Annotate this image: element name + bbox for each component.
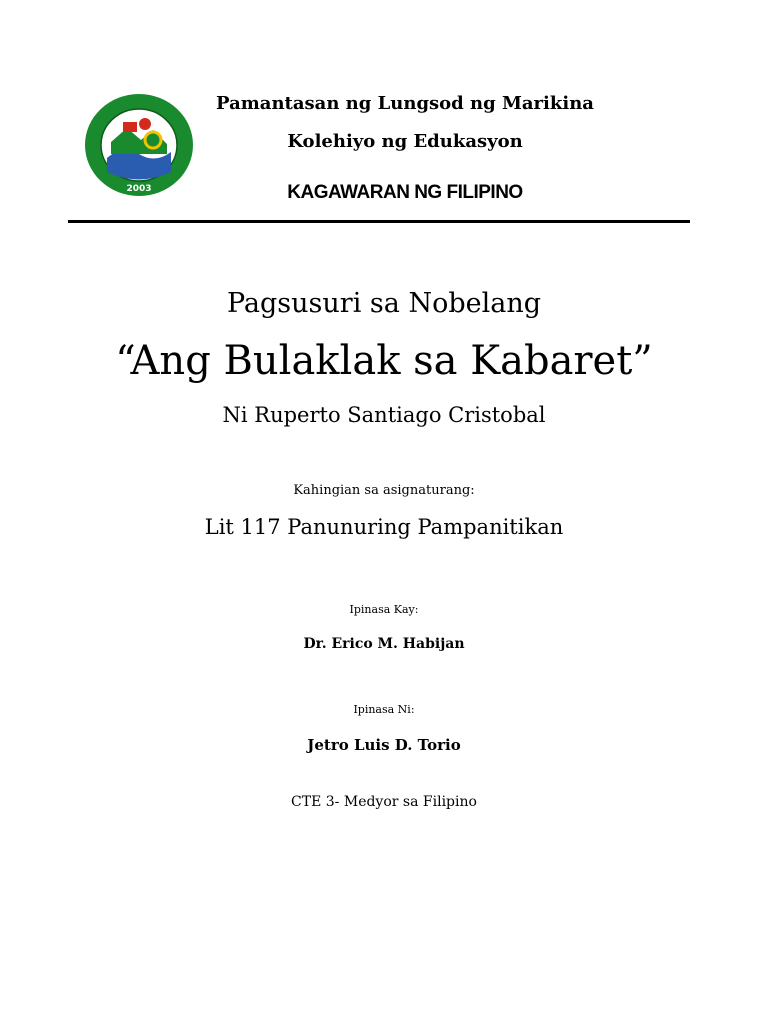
section-line: CTE 3- Medyor sa Filipino (291, 794, 477, 810)
document-header (0, 0, 768, 230)
submitted-by-name: Jetro Luis D. Torio (307, 736, 461, 754)
requirement-label: Kahingian sa asignaturang: (293, 483, 475, 498)
course-name: Lit 117 Panunuring Pampanitikan (204, 515, 564, 539)
author-line: Ni Ruperto Santiago Cristobal (222, 403, 546, 427)
title-line-1: Pagsusuri sa Nobelang (226, 288, 542, 319)
college-name: Kolehiyo ng Edukasyon (287, 131, 523, 152)
submitted-to-label: Ipinasa Kay: (349, 603, 419, 616)
header-divider (68, 220, 690, 223)
novel-title: “Ang Bulaklak sa Kabaret” (115, 338, 653, 384)
submitted-by-label: Ipinasa Ni: (353, 703, 415, 716)
university-name: Pamantasan ng Lungsod ng Marikina (216, 93, 594, 114)
department-name: KAGAWARAN NG FILIPINO (287, 182, 523, 203)
university-seal-logo (83, 92, 195, 198)
submitted-to-name: Dr. Erico M. Habijan (303, 636, 465, 652)
seal-year: 2003 (126, 184, 152, 194)
